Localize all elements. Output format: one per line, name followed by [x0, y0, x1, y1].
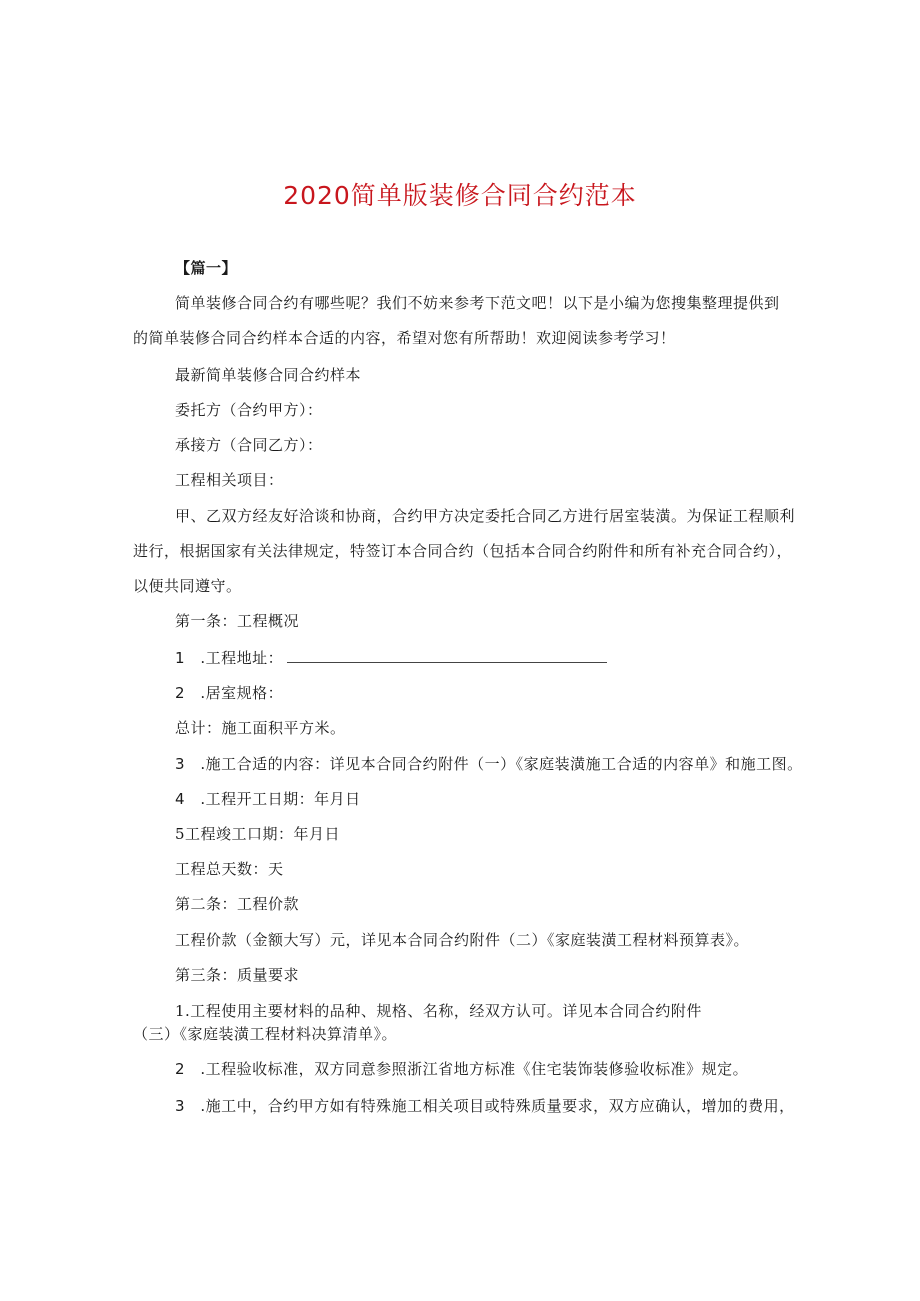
item-number: 4: [175, 790, 186, 808]
preamble-line-1: 甲、乙双方经友好洽谈和协商，合约甲方决定委托合同乙方进行居室装潢。为保证工程顺利: [175, 507, 796, 525]
address-blank-line: [287, 648, 607, 663]
item-number: 3: [175, 755, 186, 773]
sample-heading: 最新简单装修合同合约样本: [175, 366, 362, 384]
section-heading: 【篇一】: [175, 259, 238, 277]
item-text: .施工中，合约甲方如有特殊施工相关项目或特殊质量要求，双方应确认，增加的费用，: [200, 1097, 795, 1115]
article-3-item-2: [175, 1059, 748, 1079]
item-number: 2: [175, 684, 186, 702]
intro-line-2: 的简单装修合同合约样本合适的内容，希望对您有所帮助！欢迎阅读参考学习！: [133, 329, 676, 347]
article-1-item-3: [175, 754, 803, 774]
item-text: .工程开工日期：年月日: [200, 790, 361, 808]
party-b-label: 承接方（合同乙方）：: [175, 436, 323, 454]
article-1-item-5: 5工程竣工口期：年月日: [175, 825, 341, 843]
preamble-line-2: 进行，根据国家有关法律规定，特签订本合同合约（包括本合同合约附件和所有补充合同合约），: [133, 542, 793, 560]
item-number: 3: [175, 1097, 186, 1115]
article-1-total-area: 总计：施工面积平方米。: [175, 719, 346, 737]
article-1-item-2: [175, 683, 283, 703]
article-2-price: 工程价款（金额大写）元，详见本合同合约附件（二）《家庭装潢工程材料预算表》。: [175, 931, 750, 949]
item-number: 2: [175, 1060, 186, 1078]
article-3-item-1-line-1: 1.工程使用主要材料的品种、规格、名称，经双方认可。详见本合同合约附件: [175, 1002, 702, 1020]
item-text: .居室规格：: [200, 684, 284, 702]
preamble-line-3: 以便共同遵守。: [133, 577, 242, 595]
article-1-total-days: 工程总天数：天: [175, 860, 284, 878]
item-text: .施工合适的内容：详见本合同合约附件（一）《家庭装潢施工合适的内容单》和施工图。: [200, 755, 803, 773]
article-3-item-1-line-2: （三）《家庭装潢工程材料决算清单》。: [133, 1025, 398, 1043]
article-3-heading: 第三条：质量要求: [175, 966, 300, 984]
article-3-item-3: [175, 1096, 795, 1116]
article-1-item-4: [175, 789, 361, 809]
article-1-heading: 第一条：工程概况: [175, 612, 300, 630]
item-text: .工程地址：: [200, 649, 284, 667]
intro-line-1: 简单装修合同合约有哪些呢？我们不妨来参考下范文吧！以下是小编为您搜集整理提供到: [175, 294, 780, 312]
document-title: 2020简单版装修合同合约范本: [283, 181, 637, 210]
item-number: 1: [175, 649, 186, 667]
project-items-label: 工程相关项目：: [175, 471, 284, 489]
article-2-heading: 第二条：工程价款: [175, 895, 300, 913]
item-text: .工程验收标准，双方同意参照浙江省地方标准《住宅装饰装修验收标准》规定。: [200, 1060, 749, 1078]
party-a-label: 委托方（合约甲方）：: [175, 401, 323, 419]
article-1-item-1: [175, 648, 607, 668]
